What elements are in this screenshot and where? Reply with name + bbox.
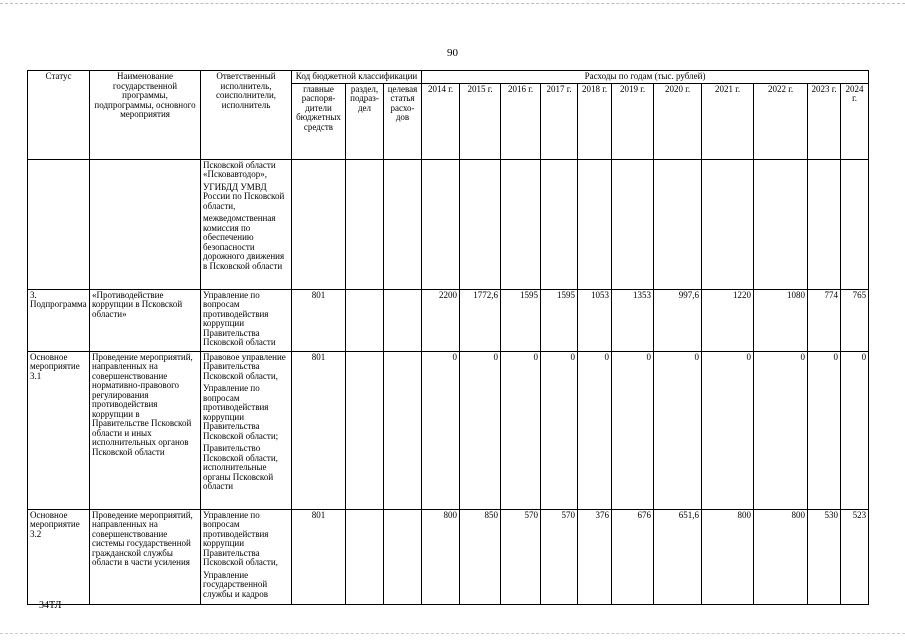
cell-status bbox=[28, 159, 90, 289]
cell-year-value bbox=[702, 159, 754, 289]
cell-section bbox=[346, 159, 384, 289]
executor-line: Правовое управление Правительства Псковской области, bbox=[203, 351, 286, 381]
cell-year-value: 1080 bbox=[754, 289, 808, 351]
cell-target-article bbox=[384, 509, 422, 604]
cell-year-value: 0 bbox=[841, 351, 869, 509]
col-header-year: 2023 г. bbox=[808, 83, 841, 159]
cell-status: Основное мероприятие 3.1 bbox=[28, 351, 90, 509]
cell-year-value: 376 bbox=[578, 509, 612, 604]
col-header-status: Статус bbox=[28, 71, 90, 160]
executor-line: Псковской области «Псковавтодор», bbox=[203, 159, 276, 179]
header-row-main bbox=[28, 71, 869, 84]
cell-year-value: 800 bbox=[422, 509, 460, 604]
cell-target-article bbox=[384, 289, 422, 351]
cell-year-value: 850 bbox=[460, 509, 501, 604]
page-number: 90 bbox=[447, 47, 458, 59]
col-header-expenses: Расходы по годам (тыс. рублей) bbox=[422, 71, 869, 84]
col-header-executor: Ответственный исполнитель, соисполнители, исполнитель bbox=[201, 71, 292, 160]
executor-line: Правительство Псковской области, исполнительные органы Псковской области bbox=[203, 443, 278, 491]
table-row bbox=[28, 509, 869, 604]
cell-year-value bbox=[501, 159, 541, 289]
table-row bbox=[28, 159, 869, 289]
cell-year-value bbox=[578, 159, 612, 289]
cell-section bbox=[346, 509, 384, 604]
cell-year-value: 0 bbox=[501, 351, 541, 509]
cell-year-value bbox=[541, 159, 578, 289]
cell-executors bbox=[201, 351, 292, 509]
footer-document-code: 34ТЛ bbox=[39, 600, 62, 611]
col-header-budget-code: Код бюджетной классификации bbox=[292, 71, 422, 84]
col-header-year: 2022 г. bbox=[754, 83, 808, 159]
cell-year-value: 0 bbox=[578, 351, 612, 509]
executor-line: Управление по вопросам противодействия коррупции Правительства Псковской области, bbox=[203, 509, 278, 567]
cell-year-value bbox=[612, 159, 654, 289]
cell-name: Проведение мероприятий, направленных на совершенствование нормативно-правового регулирования противодействия коррупции в Правительстве Псковской области и иных исполнительных органов Псковской области bbox=[90, 351, 201, 509]
cell-status: Основное мероприятие 3.2 bbox=[28, 509, 90, 604]
cell-year-value bbox=[808, 159, 841, 289]
scan-border-top bbox=[0, 3, 905, 4]
cell-year-value: 800 bbox=[702, 509, 754, 604]
table-row bbox=[28, 351, 869, 509]
cell-year-value: 765 bbox=[841, 289, 869, 351]
col-header-main-managers: главные распоря-дители бюджетных средств bbox=[292, 83, 346, 159]
col-header-year: 2019 г. bbox=[612, 83, 654, 159]
cell-executors bbox=[201, 509, 292, 604]
cell-target-article bbox=[384, 159, 422, 289]
cell-year-value: 774 bbox=[808, 289, 841, 351]
cell-name: «Противодействие коррупции в Псковской области» bbox=[90, 289, 201, 351]
cell-name bbox=[90, 159, 201, 289]
col-header-year: 2017 г. bbox=[541, 83, 578, 159]
cell-manager-code bbox=[292, 159, 346, 289]
cell-year-value: 1772,6 bbox=[460, 289, 501, 351]
cell-year-value: 1220 bbox=[702, 289, 754, 351]
cell-year-value: 0 bbox=[808, 351, 841, 509]
executor-line: Управление государственной службы и кадров bbox=[203, 569, 268, 599]
cell-year-value: 997,6 bbox=[654, 289, 702, 351]
cell-year-value bbox=[422, 159, 460, 289]
cell-executors bbox=[201, 289, 292, 351]
executor-line: Управление по вопросам противодействия коррупции Правительства Псковской области; bbox=[203, 383, 279, 441]
cell-year-value: 651,6 bbox=[654, 509, 702, 604]
table-body bbox=[28, 159, 869, 604]
cell-section bbox=[346, 289, 384, 351]
cell-year-value: 0 bbox=[754, 351, 808, 509]
cell-manager-code: 801 bbox=[292, 351, 346, 509]
cell-year-value: 1595 bbox=[541, 289, 578, 351]
cell-year-value: 0 bbox=[460, 351, 501, 509]
col-header-year: 2015 г. bbox=[460, 83, 501, 159]
cell-year-value bbox=[841, 159, 869, 289]
col-header-year: 2021 г. bbox=[702, 83, 754, 159]
col-header-target-article: целевая статья расхо-дов bbox=[384, 83, 422, 159]
col-header-section: раздел, подраз-дел bbox=[346, 83, 384, 159]
cell-year-value: 0 bbox=[422, 351, 460, 509]
col-header-year: 2016 г. bbox=[501, 83, 541, 159]
cell-year-value: 676 bbox=[612, 509, 654, 604]
cell-year-value bbox=[460, 159, 501, 289]
cell-year-value: 1053 bbox=[578, 289, 612, 351]
col-header-year: 2014 г. bbox=[422, 83, 460, 159]
cell-year-value bbox=[754, 159, 808, 289]
cell-year-value: 0 bbox=[541, 351, 578, 509]
cell-year-value: 570 bbox=[541, 509, 578, 604]
cell-executors bbox=[201, 159, 292, 289]
cell-target-article bbox=[384, 351, 422, 509]
cell-year-value: 530 bbox=[808, 509, 841, 604]
executor-line: УГИБДД УМВД России по Псковской области, bbox=[203, 181, 285, 211]
cell-year-value: 0 bbox=[654, 351, 702, 509]
cell-year-value: 1595 bbox=[501, 289, 541, 351]
cell-year-value: 2200 bbox=[422, 289, 460, 351]
cell-year-value: 0 bbox=[612, 351, 654, 509]
scan-border-bottom bbox=[0, 633, 905, 634]
cell-year-value: 1353 bbox=[612, 289, 654, 351]
cell-year-value bbox=[654, 159, 702, 289]
budget-table bbox=[27, 70, 869, 605]
cell-manager-code: 801 bbox=[292, 289, 346, 351]
executor-line: межведомственная комиссия по обеспечению безопасности дорожного движения в Псковской области bbox=[203, 213, 285, 271]
cell-year-value: 523 bbox=[841, 509, 869, 604]
cell-year-value: 0 bbox=[702, 351, 754, 509]
cell-manager-code: 801 bbox=[292, 509, 346, 604]
col-header-year: 2024 г. bbox=[841, 83, 869, 159]
col-header-year: 2018 г. bbox=[578, 83, 612, 159]
col-header-name: Наименование государственной программы, подпрограммы, основного мероприятия bbox=[90, 71, 201, 160]
table-row bbox=[28, 289, 869, 351]
cell-name: Проведение мероприятий, направленных на совершенствование системы государственной гражданской службы области в части усиления bbox=[90, 509, 201, 604]
cell-year-value: 570 bbox=[501, 509, 541, 604]
executor-line: Управление по вопросам противодействия коррупции Правительства Псковской области bbox=[203, 289, 276, 347]
col-header-year: 2020 г. bbox=[654, 83, 702, 159]
cell-status: 3. Подпрограмма bbox=[28, 289, 90, 351]
cell-section bbox=[346, 351, 384, 509]
cell-year-value: 800 bbox=[754, 509, 808, 604]
